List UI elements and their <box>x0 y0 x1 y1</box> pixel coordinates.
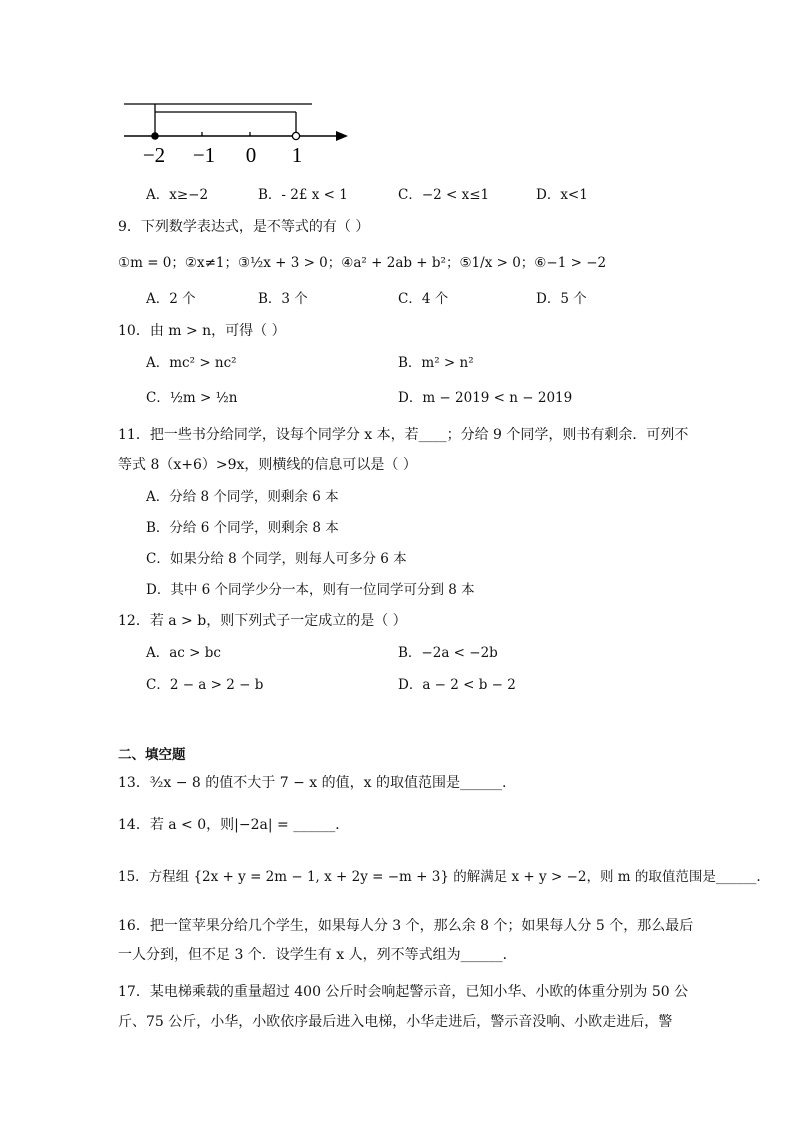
q12-stem: 12．若 a > b，则下列式子一定成立的是（ ） <box>118 613 407 629</box>
q17-line2: 斤、75 公斤，小华，小欧依序最后进入电梯，小华走进后，警示音没响、小欧走进后，警 <box>118 1014 673 1030</box>
label-minus1: −1 <box>192 143 216 167</box>
q10-option-a: A．mc² > nc² <box>146 355 237 371</box>
label-0: 0 <box>245 143 257 167</box>
q12-option-a: A．ac > bc <box>146 645 221 661</box>
closed-dot <box>151 132 159 140</box>
q8-option-b: B．- 2£ x < 1 <box>258 187 348 203</box>
q9-option-a: A．2 个 <box>146 291 196 307</box>
q12-option-b: B．−2a < −2b <box>398 645 498 661</box>
q15: 15．方程组 {2x + y = 2m − 1, x + 2y = −m + 3} 的解满足 x + y > −2，则 m 的取值范围是______. <box>118 869 761 885</box>
q9-stem: 9．下列数学表达式，是不等式的有（ ） <box>118 219 370 235</box>
open-dot <box>292 132 299 139</box>
q11-option-b: B．分给 6 个同学，则剩余 8 本 <box>146 520 339 536</box>
q10-stem: 10．由 m > n，可得（ ） <box>118 323 286 339</box>
q9-expressions: ①m = 0；②x≠1；③½x + 3 > 0；④a² + 2ab + b²；⑤1/x > 0；⑥−1 > −2 <box>118 255 607 271</box>
q16-line1: 16．把一筐苹果分给几个学生，如果每人分 3 个，那么余 8 个；如果每人分 5 个，那么最后 <box>118 918 694 934</box>
q11-option-a: A．分给 8 个同学，则剩余 6 本 <box>146 489 339 505</box>
q11-option-c: C．如果分给 8 个同学，则每人可多分 6 本 <box>146 551 407 567</box>
q11-option-d: D．其中 6 个同学少分一本，则有一位同学可分到 8 本 <box>146 582 475 598</box>
q13: 13．³⁄₂x − 8 的值不大于 7 − x 的值，x 的取值范围是______. <box>118 775 507 791</box>
section-heading: 二、填空题 <box>118 747 186 763</box>
q12-option-c: C．2 − a > 2 − b <box>146 677 264 693</box>
label-minus2: −2 <box>142 143 166 167</box>
q10-option-c: C．½m > ½n <box>146 390 238 406</box>
q8-option-c: C．−2 < x≤1 <box>398 187 490 203</box>
q14: 14．若 a < 0，则|−2a| = ______． <box>118 817 350 833</box>
q16-line2: 一人分到，但不足 3 个．设学生有 x 人，列不等式组为______． <box>118 947 517 963</box>
q8-option-a: A．x≥−2 <box>146 187 209 203</box>
q10-option-b: B．m² > n² <box>398 355 474 371</box>
q12-option-d: D．a − 2 < b − 2 <box>398 677 516 693</box>
q9-option-b: B．3 个 <box>258 291 308 307</box>
axis-arrow-icon <box>336 131 348 141</box>
q17-line1: 17．某电梯乘载的重量超过 400 公斤时会响起警示音，已知小华、小欧的体重分别为 50 公 <box>118 984 689 1000</box>
label-1: 1 <box>291 143 303 167</box>
q9-option-d: D．5 个 <box>536 291 587 307</box>
q9-option-c: C．4 个 <box>398 291 449 307</box>
q11-stem-line1: 11．把一些书分给同学，设每个同学分 x 本，若____；分给 9 个同学，则书有剩余．可列不 <box>118 427 689 443</box>
number-line-figure <box>110 96 360 168</box>
q8-option-d: D．x<1 <box>536 187 588 203</box>
q10-option-d: D．m − 2019 < n − 2019 <box>398 390 573 406</box>
q11-stem-line2: 等式 8（x+6）>9x，则横线的信息可以是（ ） <box>118 457 417 473</box>
